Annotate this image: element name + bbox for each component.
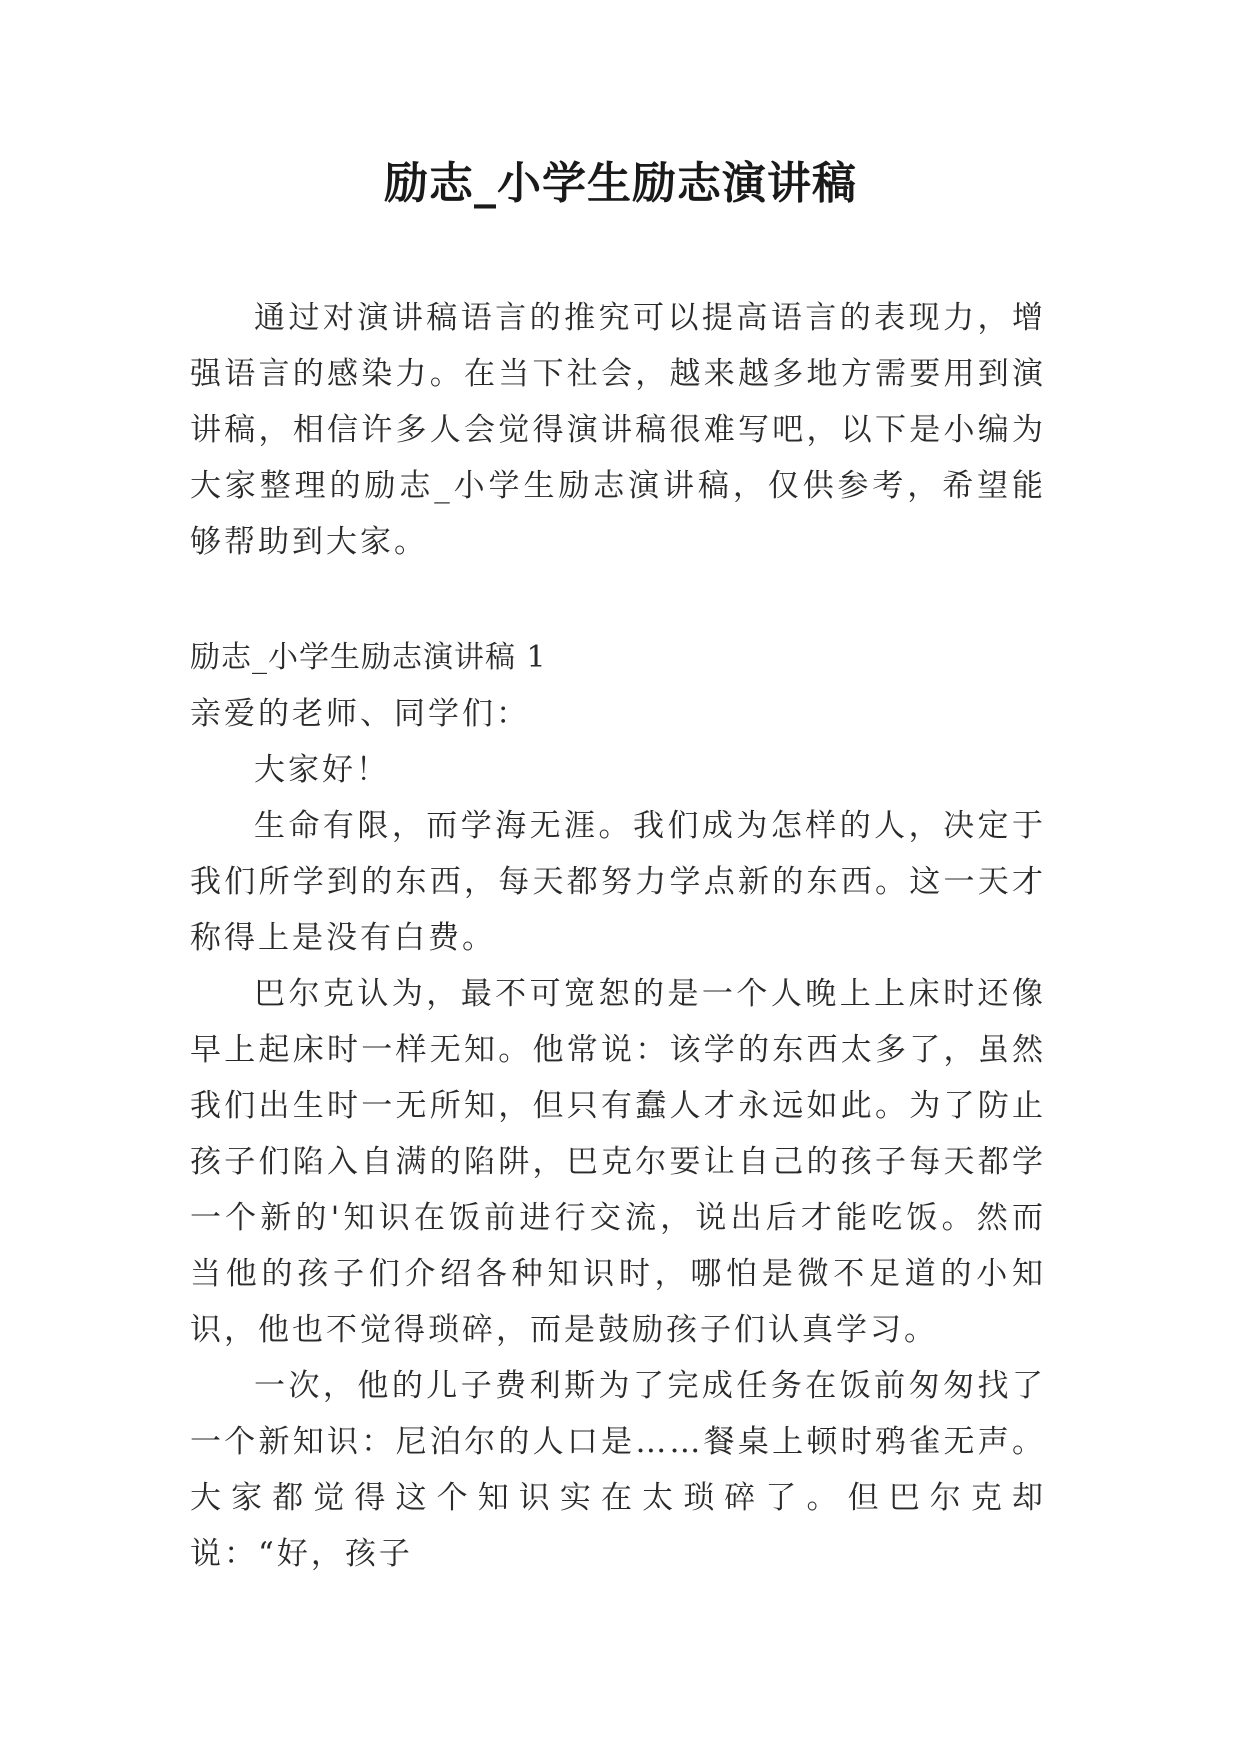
speech-body — [190, 630, 1046, 1582]
salutation: 亲爱的老师、同学们： — [190, 696, 530, 732]
document-title: 励志_小学生励志演讲稿 — [384, 158, 857, 209]
section-heading: 励志_小学生励志演讲稿 1 — [190, 640, 547, 675]
body-paragraph: 生命有限，而学海无涯。我们成为怎样的人，决定于我们所学到的东西，每天都努力学点新的东西。这一天才称得上是没有白费。 — [190, 808, 1046, 956]
body-paragraph: 一次，他的儿子费利斯为了完成任务在饭前匆匆找了一个新知识：尼泊尔的人口是……餐桌上顿时鸦雀无声。大家都觉得这个知识实在太琐碎了。但巴尔克却说：“好，孩子 — [190, 1368, 1046, 1572]
body-paragraph: 巴尔克认为，最不可宽恕的是一个人晚上上床时还像早上起床时一样无知。他常说：该学的东西太多了，虽然我们出生时一无所知，但只有蠢人才永远如此。为了防止孩子们陷入自满的陷阱，巴克尔要让自己的孩子每天都学一个新的'知识在饭前进行交流，说出后才能吃饭。然而当他的孩子们介绍各种知识时，哪怕是微不足道的小知识，他也不觉得琐碎，而是鼓励孩子们认真学习。 — [190, 976, 1046, 1348]
greeting: 大家好！ — [254, 752, 390, 788]
intro-paragraph: 通过对演讲稿语言的推究可以提高语言的表现力，增强语言的感染力。在当下社会，越来越多地方需要用到演讲稿，相信许多人会觉得演讲稿很难写吧，以下是小编为大家整理的励志_小学生励志演讲稿，仅供参考，希望能够帮助到大家。 — [190, 300, 1046, 560]
